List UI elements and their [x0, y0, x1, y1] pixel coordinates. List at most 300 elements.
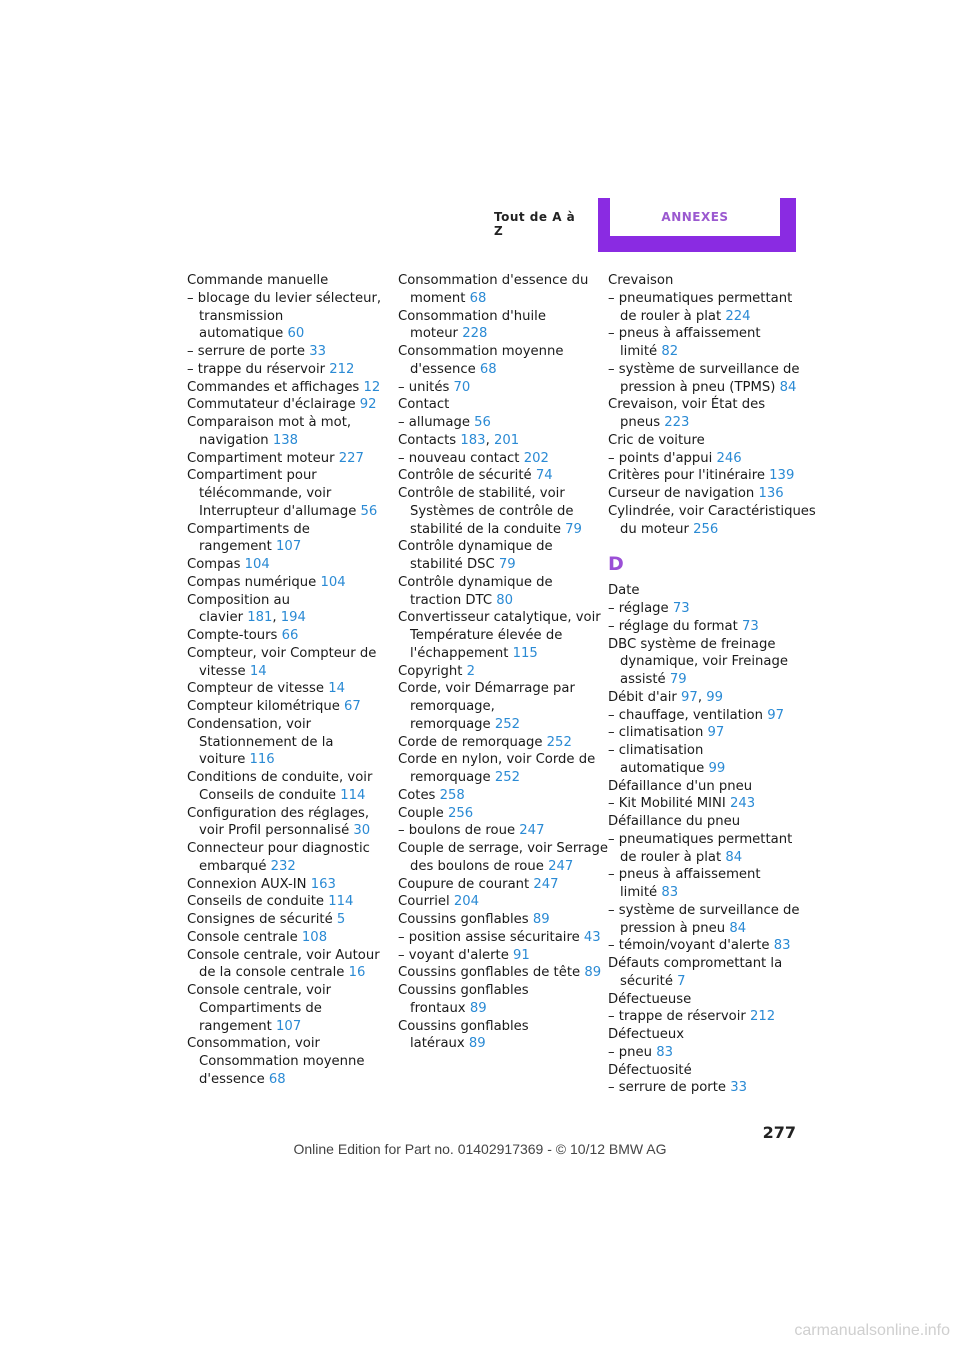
page-ref-link[interactable]: 33 — [730, 1080, 747, 1096]
index-entry-text: Coussins gonflables de tête — [398, 965, 581, 981]
index-entry — [608, 813, 803, 831]
page-ref-link[interactable]: 89 — [584, 965, 602, 981]
page-ref-link[interactable]: 83 — [661, 885, 679, 900]
index-entry — [187, 574, 382, 592]
index-entry-text: – climatisation — [608, 743, 704, 758]
page-ref-link[interactable]: 114 — [340, 787, 366, 803]
index-entry-text: latéraux — [410, 1036, 465, 1052]
index-entry — [187, 964, 382, 982]
index-entry — [187, 734, 382, 752]
index-entry-text: moteur — [410, 326, 458, 342]
index-entry-text: – unités — [398, 379, 450, 395]
index-entry — [187, 308, 382, 326]
page-ref-link[interactable]: 84 — [725, 849, 743, 865]
index-entry-text: sécurité — [620, 973, 673, 989]
page-ref-link[interactable]: 99 — [706, 689, 723, 705]
index-entry-text: clavier — [199, 610, 243, 626]
index-entry — [187, 893, 382, 911]
index-entry-text: Contrôle dynamique de — [398, 574, 553, 590]
index-entry — [187, 325, 382, 343]
index-entry — [398, 805, 593, 823]
index-entry — [187, 521, 382, 539]
index-entry-text: Date — [608, 583, 640, 599]
page-ref-link[interactable]: 227 — [338, 450, 364, 466]
index-entry-text: d'essence — [410, 361, 476, 377]
index-entry-text: moment — [410, 290, 466, 306]
index-entry — [398, 929, 601, 947]
page-ref-link[interactable]: 14 — [249, 663, 267, 679]
index-entry — [187, 787, 382, 805]
index-entry-text: – position assise sécuritaire — [398, 929, 580, 945]
page-ref-link[interactable]: 68 — [469, 290, 487, 306]
index-column-3 — [608, 272, 816, 1097]
page-number: 277 — [762, 1123, 796, 1142]
page-ref-link[interactable]: 247 — [519, 823, 545, 839]
page-ref-link[interactable]: 252 — [546, 734, 572, 750]
index-entry — [608, 503, 816, 521]
index-entry — [398, 343, 593, 361]
index-entry-text: télécommande, voir — [199, 486, 332, 501]
index-entry-text: Critères pour l'itinéraire — [608, 468, 765, 484]
index-entry-text: assisté — [620, 672, 666, 687]
index-entry-text: Compteur de vitesse — [187, 681, 325, 697]
page-ref-link[interactable]: 232 — [270, 858, 296, 874]
page-ref-link[interactable]: 12 — [363, 379, 381, 395]
index-entry-text: rangement — [199, 539, 272, 555]
page-ref-link[interactable]: 202 — [523, 450, 549, 466]
index-entry-text: Conditions de conduite, voir — [187, 770, 373, 785]
index-column-1 — [187, 272, 382, 1089]
watermark: carmanualsonline.info — [794, 1322, 950, 1339]
index-entry-text: Crevaison — [608, 273, 674, 288]
index-entry-text: Commande manuelle — [187, 273, 329, 288]
index-entry — [398, 467, 593, 485]
index-entry-text: – voyant d'alerte — [398, 947, 509, 963]
index-entry — [187, 1018, 382, 1036]
page-ref-link[interactable]: 79 — [565, 521, 582, 537]
index-entry — [608, 450, 803, 468]
index-entry — [608, 884, 803, 902]
index-entry — [608, 742, 803, 760]
page-ref-link[interactable]: 89 — [532, 912, 550, 927]
index-entry-text: Commutateur d'éclairage — [187, 397, 356, 413]
index-entry — [398, 503, 593, 521]
page-ref-link[interactable]: 66 — [281, 628, 299, 643]
page-ref-link[interactable]: 68 — [268, 1071, 286, 1087]
index-entry — [608, 1008, 803, 1026]
index-entry-text: – serrure de porte — [187, 344, 305, 359]
page-ref-link[interactable]: 181 — [247, 610, 273, 626]
index-entry — [187, 290, 382, 308]
index-entry-text: Consignes de sécurité — [187, 912, 333, 927]
page-ref-link[interactable]: 33 — [309, 344, 326, 359]
page-ref-link[interactable]: 74 — [535, 468, 553, 484]
index-entry — [398, 893, 593, 911]
index-entry — [187, 876, 382, 894]
page-ref-link[interactable]: 84 — [779, 379, 797, 395]
index-entry — [608, 485, 803, 503]
index-entry — [187, 698, 382, 716]
index-entry — [398, 876, 593, 894]
index-entry-text: transmission — [199, 308, 284, 324]
section-letter: D — [608, 553, 624, 576]
index-entry — [398, 521, 593, 539]
page-ref-link[interactable]: 97 — [707, 725, 725, 741]
index-entry — [398, 680, 593, 698]
index-entry-text: Corde, voir Démarrage par — [398, 681, 575, 697]
index-entry — [187, 1071, 382, 1089]
page-ref-link[interactable]: 252 — [494, 716, 521, 732]
page-ref-link[interactable]: 139 — [769, 468, 795, 484]
page-ref-link[interactable]: 108 — [301, 929, 328, 945]
index-entry — [608, 955, 803, 973]
index-entry-text: Composition au — [187, 592, 290, 608]
index-entry — [187, 1000, 382, 1018]
index-entry — [187, 663, 382, 681]
index-entry-text: – pneus à affaissement — [608, 326, 761, 342]
index-entry — [187, 343, 382, 361]
page-ref-link[interactable]: 89 — [469, 1000, 487, 1016]
index-entry-text: Stationnement de la — [199, 734, 334, 750]
index-entry-text: Copyright — [398, 663, 463, 679]
page-ref-link[interactable]: 2 — [466, 663, 476, 679]
page-ref-link[interactable]: 107 — [276, 1018, 302, 1034]
index-entry — [187, 929, 382, 947]
index-entry — [608, 937, 803, 955]
page-ref-link[interactable]: 83 — [773, 938, 791, 954]
index-entry-text: automatique — [199, 326, 284, 342]
page-ref-link[interactable]: 212 — [750, 1009, 776, 1025]
index-entry — [187, 716, 382, 734]
index-entry — [608, 1062, 803, 1080]
index-entry — [608, 724, 803, 742]
index-entry — [608, 600, 803, 618]
page-ref-link[interactable]: 70 — [453, 379, 471, 395]
chapter-tab-label: ANNEXES — [610, 198, 780, 236]
index-entry — [187, 680, 382, 698]
index-entry — [608, 343, 803, 361]
index-entry — [398, 485, 593, 503]
index-entry — [187, 592, 382, 610]
index-entry-text: Corde de remorquage — [398, 734, 543, 750]
index-entry — [398, 538, 593, 556]
index-entry-text: – pneumatiques permettant — [608, 831, 793, 847]
page-ref-link[interactable]: 223 — [664, 415, 690, 430]
index-entry-text: – trappe du réservoir — [187, 361, 326, 377]
page-ref-link[interactable]: 5 — [336, 912, 346, 927]
index-entry-text: stabilité de la conduite — [410, 521, 561, 537]
page-ref-link[interactable]: 194 — [280, 610, 306, 626]
index-entry-text: Compartiments de — [199, 1000, 322, 1016]
index-entry — [187, 485, 382, 503]
index-entry — [187, 911, 382, 929]
index-entry — [608, 582, 803, 600]
index-entry — [398, 947, 593, 965]
page-ref-link[interactable]: 256 — [693, 521, 719, 537]
index-entry — [608, 902, 803, 920]
index-entry-text: Consommation moyenne — [398, 344, 564, 359]
index-entry-text: Contrôle de stabilité, voir — [398, 486, 565, 501]
index-entry — [398, 290, 593, 308]
index-entry — [608, 1044, 803, 1062]
index-entry — [398, 751, 596, 769]
index-entry-text: de la console centrale — [199, 965, 345, 981]
index-entry-text: dynamique, voir Freinage — [620, 654, 788, 670]
index-entry — [187, 556, 382, 574]
page-ref-link[interactable]: 14 — [328, 681, 346, 697]
index-entry — [187, 1035, 382, 1053]
index-entry-text: Compas — [187, 557, 241, 572]
footer-edition: Online Edition for Part no. 01402917369 - © 10/12 BMW AG — [293, 1141, 667, 1157]
index-entry — [398, 396, 593, 414]
index-entry — [187, 414, 382, 432]
page-ref-link[interactable]: 136 — [758, 486, 784, 501]
index-entry-text: Coussins gonflables — [398, 912, 529, 927]
index-entry-text: – réglage — [608, 601, 669, 616]
index-entry — [187, 272, 382, 290]
index-entry-text: Cric de voiture — [608, 432, 705, 448]
index-entry — [398, 982, 593, 1000]
index-entry — [187, 645, 382, 663]
index-entry-text: – pneumatiques permettant — [608, 290, 793, 306]
index-entry — [398, 663, 593, 681]
index-entry — [398, 627, 593, 645]
page-ref-link[interactable]: 114 — [328, 894, 354, 910]
index-entry — [608, 991, 803, 1009]
page-ref-link[interactable]: 246 — [716, 450, 742, 466]
index-entry-text: Coussins gonflables — [398, 983, 529, 998]
index-entry-text: Console centrale, voir Autour — [187, 947, 380, 963]
page-ref-link[interactable]: 243 — [729, 796, 756, 812]
index-entry-text: pression à pneu — [620, 920, 726, 936]
index-entry-text: remorquage — [410, 716, 491, 732]
index-entry — [608, 467, 803, 485]
index-entry-text: Compartiment moteur — [187, 450, 335, 466]
index-entry-text: Débit d'air — [608, 689, 677, 705]
page-ref-link[interactable]: 99 — [708, 760, 726, 776]
page-ref-link[interactable]: 56 — [360, 503, 378, 519]
index-entry-text: DBC système de freinage — [608, 636, 776, 652]
index-entry — [608, 432, 803, 450]
index-entry — [398, 325, 593, 343]
index-entry — [187, 982, 382, 1000]
index-entry: Contacts 183, 201 — [398, 432, 520, 448]
page-ref-link[interactable]: 56 — [474, 415, 491, 430]
index-entry — [608, 1026, 803, 1044]
page-ref-link[interactable]: 84 — [729, 920, 747, 936]
index-entry — [187, 432, 382, 450]
page-ref-link[interactable]: 73 — [741, 618, 759, 634]
page-ref-link[interactable]: 97 — [767, 707, 784, 723]
index-entry — [187, 379, 382, 397]
index-entry — [608, 272, 803, 290]
page-ref-link[interactable]: 104 — [244, 557, 270, 572]
index-entry-text: Température élevée de — [410, 628, 563, 643]
index-entry — [608, 760, 803, 778]
index-entry — [608, 653, 803, 671]
page-ref-link[interactable]: 247 — [548, 858, 574, 874]
index-entry: Débit d'air 97, 99 — [608, 689, 723, 705]
page-ref-link[interactable]: 16 — [348, 965, 366, 981]
index-entry-text: – système de surveillance de — [608, 361, 800, 377]
index-entry-text: Console centrale — [187, 929, 298, 945]
page-ref-link[interactable]: 67 — [344, 699, 361, 714]
index-entry — [187, 396, 382, 414]
page-ref-link[interactable]: 80 — [496, 592, 514, 608]
index-entry — [398, 964, 602, 982]
index-entry-text: Couple de serrage, voir Serrage — [398, 841, 609, 856]
page-ref-link[interactable]: 204 — [453, 894, 480, 910]
index-entry — [398, 1000, 593, 1018]
index-column-2 — [398, 272, 609, 1053]
index-entry-text: voir Profil personnalisé — [199, 823, 350, 839]
section-title: Tout de A à Z — [494, 210, 576, 238]
index-entry — [187, 822, 382, 840]
index-entry-text: pneus — [620, 415, 661, 430]
index-entry-text: Corde en nylon, voir Corde de — [398, 752, 596, 768]
page-ref-link[interactable]: 212 — [329, 361, 355, 377]
index-entry — [398, 272, 593, 290]
index-entry — [398, 574, 593, 592]
index-entry-text: Compte-tours — [187, 628, 278, 643]
page-ref-link[interactable]: 73 — [672, 601, 690, 616]
index-entry-text: Cotes — [398, 787, 436, 803]
page-ref-link[interactable]: 83 — [656, 1044, 673, 1060]
page-ref-link[interactable]: 247 — [533, 876, 559, 892]
index-entry — [398, 822, 593, 840]
index-entry — [608, 396, 803, 414]
index-entry — [608, 849, 803, 867]
page-ref-link[interactable]: 201 — [493, 432, 520, 448]
index-entry-text: Convertisseur catalytique, voir — [398, 610, 601, 626]
index-entry-text: Consommation d'essence du — [398, 273, 589, 288]
page-ref-link[interactable]: 116 — [249, 752, 275, 768]
index-entry-text: automatique — [620, 760, 705, 776]
index-entry — [398, 379, 593, 397]
page-ref-link[interactable]: 228 — [462, 326, 488, 342]
index-entry — [187, 947, 382, 965]
index-entry-text: Crevaison, voir État des — [608, 397, 766, 413]
page-ref-link[interactable]: 43 — [583, 929, 601, 945]
page-ref-link[interactable]: 79 — [498, 557, 516, 572]
page-ref-link[interactable]: 82 — [661, 344, 679, 359]
page-ref-link[interactable]: 258 — [439, 787, 465, 803]
index-entry — [187, 769, 382, 787]
index-entry-text: – trappe de réservoir — [608, 1009, 746, 1025]
index-entry-text: – serrure de porte — [608, 1080, 726, 1096]
page-ref-link[interactable]: 224 — [725, 308, 751, 324]
index-entry-text: Commandes et affichages — [187, 379, 360, 395]
index-entry-text: d'essence — [199, 1071, 265, 1087]
index-entry — [608, 973, 803, 991]
index-entry-text: Contact — [398, 397, 450, 413]
index-entry — [398, 592, 593, 610]
index-entry — [187, 361, 382, 379]
index-entry — [398, 450, 593, 468]
index-entry-text: limité — [620, 344, 658, 359]
index-entry — [398, 858, 593, 876]
index-entry — [187, 805, 382, 823]
index-entry — [608, 521, 803, 539]
index-entry-text: vitesse — [199, 663, 246, 679]
index-entry-text: Contrôle de sécurité — [398, 468, 532, 484]
index-entry — [187, 858, 382, 876]
page-ref-link[interactable]: 115 — [512, 645, 538, 661]
index-entry — [608, 636, 803, 654]
index-entry-text: de rouler à plat — [620, 849, 722, 865]
page-ref-link[interactable]: 183 — [460, 432, 486, 448]
index-entry — [608, 866, 803, 884]
index-entry-text: – boulons de roue — [398, 823, 516, 839]
page-ref-link[interactable]: 138 — [272, 432, 298, 448]
index-entry — [398, 645, 593, 663]
page-ref-link[interactable]: 97 — [681, 689, 698, 705]
index-entry-text: – allumage — [398, 415, 470, 430]
index-entry — [398, 1035, 593, 1053]
index-entry-text: Cylindrée, voir Caractéristiques — [608, 503, 816, 519]
index-entry-text: Courriel — [398, 894, 450, 910]
index-entry-text: – climatisation — [608, 725, 704, 741]
page-ref-link[interactable]: 60 — [287, 326, 305, 342]
index-entry-text: Compartiment pour — [187, 468, 317, 484]
page-ref-link[interactable]: 30 — [353, 823, 371, 839]
page-ref-link[interactable]: 68 — [479, 361, 497, 377]
page-ref-link[interactable]: 92 — [359, 397, 377, 413]
index-entry-text: Défaillance d'un pneu — [608, 778, 753, 794]
index-entry — [608, 361, 803, 379]
page-ref-link[interactable]: 91 — [513, 947, 530, 963]
index-entry-text: Consommation, voir — [187, 1036, 320, 1052]
page-ref-link[interactable]: 104 — [320, 574, 346, 590]
index-entry-text: Défectueuse — [608, 991, 692, 1007]
index-entry — [608, 290, 803, 308]
index-entry — [398, 609, 601, 627]
index-entry-text: – témoin/voyant d'alerte — [608, 938, 770, 954]
index-entry — [398, 308, 593, 326]
index-entry — [187, 840, 382, 858]
page-ref-link[interactable]: 256 — [448, 805, 474, 821]
index-entry — [608, 707, 803, 725]
index-entry — [398, 556, 593, 574]
index-entry — [608, 831, 803, 849]
index-entry — [187, 627, 382, 645]
index-entry — [608, 325, 803, 343]
index-entry-text: Connexion AUX-IN — [187, 876, 307, 892]
index-entry — [398, 361, 593, 379]
page-ref-link[interactable]: 163 — [310, 876, 336, 892]
index-entry-text: Contacts — [398, 432, 457, 448]
page-ref-link[interactable]: 7 — [677, 973, 686, 989]
index-entry — [398, 698, 593, 716]
index-entry-text: – pneus à affaissement — [608, 867, 761, 883]
index-entry — [398, 1018, 593, 1036]
index-entry-text: Console centrale, voir — [187, 983, 332, 998]
page-ref-link[interactable]: 107 — [276, 539, 302, 555]
index-entry-text: Compas numérique — [187, 574, 317, 590]
index-entry-text: Coupure de courant — [398, 876, 530, 892]
page-ref-link[interactable]: 89 — [468, 1036, 486, 1052]
index-entry-text: – chauffage, ventilation — [608, 707, 763, 723]
chapter-tab — [598, 198, 796, 252]
index-entry — [398, 734, 593, 752]
page-ref-link[interactable]: 79 — [669, 672, 687, 687]
index-entry — [187, 751, 382, 769]
index-entry-text: Condensation, voir — [187, 716, 312, 732]
page-ref-link[interactable]: 252 — [494, 770, 521, 785]
index-entry-text: Consommation moyenne — [199, 1054, 365, 1069]
index-entry-text: du moteur — [620, 521, 689, 537]
index-entry-text: Couple — [398, 805, 444, 821]
